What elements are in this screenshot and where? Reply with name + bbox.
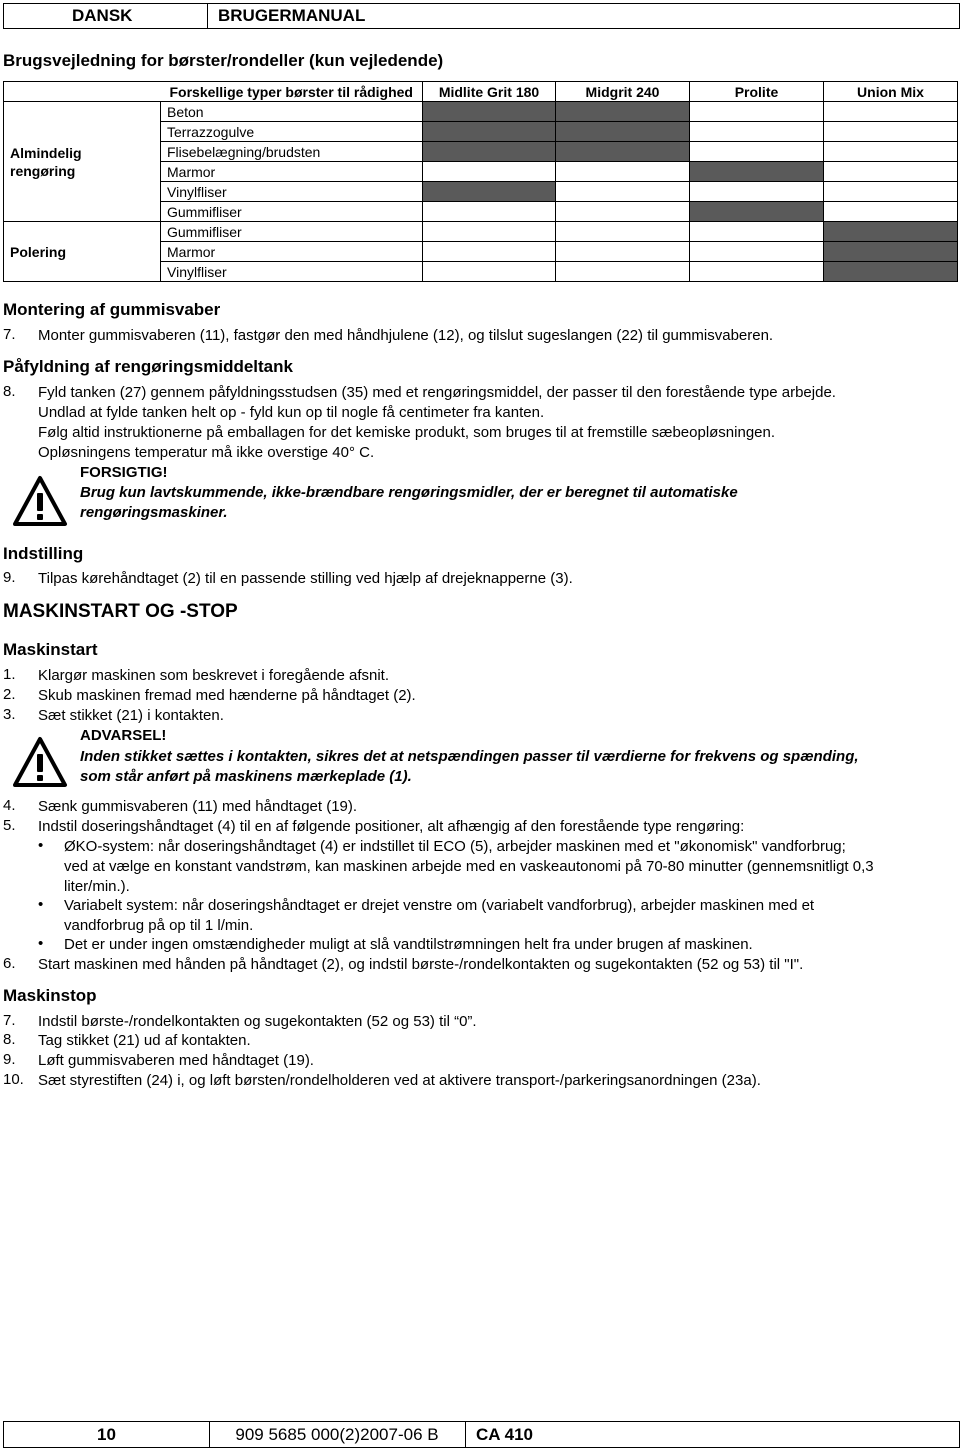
mark-cell [556, 222, 690, 242]
group-label-polishing [4, 222, 161, 282]
bullet-text: ØKO-system: når doseringshåndtaget (4) er indstillet til ECO (5), arbejder maskinen med et "økonomisk" vandforbrug; [64, 838, 846, 855]
step-text: Tag stikket (21) ud af kontakten. [38, 1032, 251, 1049]
mark-cell-filled [824, 222, 958, 242]
mark-cell [423, 222, 556, 242]
step-text: Monter gummisvaberen (11), fastgør den med håndhjulene (12), og tilslut sugeslangen (22) til gummisvaberen. [38, 327, 774, 344]
group-label-line: Almindelig [10, 144, 82, 161]
mark-cell [423, 242, 556, 262]
warning-title: ADVARSEL! [80, 727, 167, 744]
mark-cell-filled [556, 102, 690, 122]
footer-page-number: 10 [3, 1421, 210, 1448]
warning-text: som står anført på maskinens mærkeplade (1). [80, 768, 412, 785]
footer-model: CA 410 [466, 1421, 960, 1448]
mark-cell [556, 202, 690, 222]
bullet-text: Variabelt system: når doseringshåndtaget er drejet venstre om (variabelt vandforbrug), arbejder maskinen med et [64, 897, 815, 914]
mark-cell [556, 262, 690, 282]
mark-cell-filled [423, 102, 556, 122]
caution-text: rengøringsmaskiner. [80, 504, 228, 521]
start-heading: Maskinstart [3, 640, 98, 659]
mark-cell [824, 162, 958, 182]
step-text: Sænk gummisvaberen (11) med håndtaget (19). [38, 798, 358, 815]
step-number: 10. [3, 1071, 24, 1088]
step-number: 8. [3, 1031, 16, 1048]
step-number: 7. [3, 1012, 16, 1029]
surface-cell: Vinylfliser [161, 182, 423, 202]
step-text: Start maskinen med hånden på håndtaget (2), og indstil børste-/rondelkontakten og sugekontakten (52 og 53) til "I". [38, 956, 804, 973]
surface-cell: Vinylfliser [161, 262, 423, 282]
surface-cell: Marmor [161, 162, 423, 182]
step-text: Undlad at fylde tanken helt op - fyld kun op til nogle få centimeter fra kanten. [38, 404, 545, 421]
column-prolite: Prolite [690, 82, 824, 102]
mark-cell [824, 182, 958, 202]
mark-cell [690, 102, 824, 122]
mark-cell-filled [690, 162, 824, 182]
warning-triangle-icon [12, 475, 68, 527]
surface-cell: Flisebelægning/brudsten [161, 142, 423, 162]
step-text: Klargør maskinen som beskrevet i foregående afsnit. [38, 667, 389, 684]
mark-cell [423, 162, 556, 182]
step-text: Løft gummisvaberen med håndtaget (19). [38, 1052, 314, 1069]
surface-cell: Beton [161, 102, 423, 122]
column-midgrit: Midgrit 240 [556, 82, 690, 102]
step-number: 2. [3, 686, 16, 703]
table-row [4, 102, 958, 122]
mark-cell-filled [423, 142, 556, 162]
warning-text: Inden stikket sættes i kontakten, sikres det at netspændingen passer til værdierne for frekvens og spænding, [80, 748, 859, 765]
mark-cell-filled [824, 242, 958, 262]
mark-cell [690, 262, 824, 282]
adjust-heading: Indstilling [3, 544, 84, 563]
warning-triangle-icon [12, 736, 68, 788]
mark-cell [556, 182, 690, 202]
mark-cell [556, 242, 690, 262]
step-number: 5. [3, 817, 16, 834]
group-label-line: rengøring [10, 162, 76, 179]
mark-cell [690, 242, 824, 262]
surface-cell: Marmor [161, 242, 423, 262]
start-stop-heading: MASKINSTART OG -STOP [3, 601, 238, 622]
mount-heading: Montering af gummisvaber [3, 300, 221, 319]
step-number: 1. [3, 666, 16, 683]
step-text: Følg altid instruktionerne på emballagen for det kemiske produkt, som bruges til at fremstille sæbeopløsningen. [38, 424, 776, 441]
stop-heading: Maskinstop [3, 986, 97, 1005]
table-header-row [4, 82, 958, 102]
footer-doc-code: 909 5685 000(2)2007-06 B [209, 1421, 466, 1448]
mark-cell [690, 182, 824, 202]
mark-cell [690, 122, 824, 142]
surface-cell: Terrazzogulve [161, 122, 423, 142]
mark-cell-filled [690, 202, 824, 222]
column-union-mix: Union Mix [824, 82, 958, 102]
surface-cell: Gummifliser [161, 222, 423, 242]
step-text: Indstil børste-/rondelkontakten og sugekontakten (52 og 53) til “0”. [38, 1013, 477, 1030]
bullet-text: Det er under ingen omstændigheder muligt at slå vandtilstrømningen helt fra under brugen af maskinen. [64, 936, 753, 953]
bullet-text: liter/min.). [64, 878, 130, 895]
guide-title: Brugsvejledning for børster/rondeller (kun vejledende) [3, 51, 444, 70]
header-language: DANSK [3, 3, 208, 29]
step-number: 8. [3, 383, 16, 400]
step-number: 3. [3, 706, 16, 723]
step-text: Sæt stikket (21) i kontakten. [38, 707, 224, 724]
step-text: Fyld tanken (27) gennem påfyldningsstudsen (35) med et rengøringsmiddel, der passer til den forestående type arbejde. [38, 384, 836, 401]
mark-cell [690, 222, 824, 242]
mark-cell [423, 262, 556, 282]
mark-cell-filled [556, 122, 690, 142]
mark-cell [824, 122, 958, 142]
step-text: Opløsningens temperatur må ikke overstige 40° C. [38, 444, 375, 461]
step-text: Indstil doseringshåndtaget (4) til en af følgende positioner, alt afhængig af den forestående type rengøring: [38, 818, 745, 835]
step-text: Sæt styrestiften (24) i, og løft børsten/rondelholderen ved at aktivere transport-/parkeringsanordningen (23a). [38, 1072, 761, 1089]
mark-cell [824, 142, 958, 162]
caution-text: Brug kun lavtskummende, ikke-brændbare rengøringsmidler, der er beregnet til automatiske [80, 484, 738, 501]
table-row [4, 222, 958, 242]
step-number: 9. [3, 569, 16, 586]
brush-table [3, 81, 958, 282]
step-number: 9. [3, 1051, 16, 1068]
bullet-marker: • [38, 837, 44, 854]
mark-cell-filled [423, 122, 556, 142]
header-doc-type: BRUGERMANUAL [208, 3, 960, 29]
mark-cell-filled [824, 262, 958, 282]
mark-cell-filled [556, 142, 690, 162]
fill-heading: Påfyldning af rengøringsmiddeltank [3, 357, 293, 376]
mark-cell [556, 162, 690, 182]
column-midlite: Midlite Grit 180 [423, 82, 556, 102]
bullet-marker: • [38, 935, 44, 952]
mark-cell-filled [423, 182, 556, 202]
mark-cell [423, 202, 556, 222]
table-header-label: Forskellige typer børster til rådighed [161, 82, 423, 102]
mark-cell [824, 202, 958, 222]
step-number: 7. [3, 326, 16, 343]
caution-title: FORSIGTIG! [80, 464, 168, 481]
mark-cell [824, 102, 958, 122]
step-text: Tilpas kørehåndtaget (2) til en passende stilling ved hjælp af drejeknapperne (3). [38, 570, 573, 587]
surface-cell: Gummifliser [161, 202, 423, 222]
group-label-general [4, 102, 161, 222]
bullet-text: ved at vælge en konstant vandstrøm, kan maskinen arbejde med en vaskeautonomi på 70-80 minutter (gennemsnitligt 0,3 [64, 858, 874, 875]
bullet-marker: • [38, 896, 44, 913]
step-number: 6. [3, 955, 16, 972]
step-number: 4. [3, 797, 16, 814]
table-header-blank [4, 82, 161, 102]
group-label-line: Polering [10, 243, 67, 260]
step-text: Skub maskinen fremad med hænderne på håndtaget (2). [38, 687, 416, 704]
mark-cell [690, 142, 824, 162]
bullet-text: vandforbrug på op til 1 l/min. [64, 917, 254, 934]
